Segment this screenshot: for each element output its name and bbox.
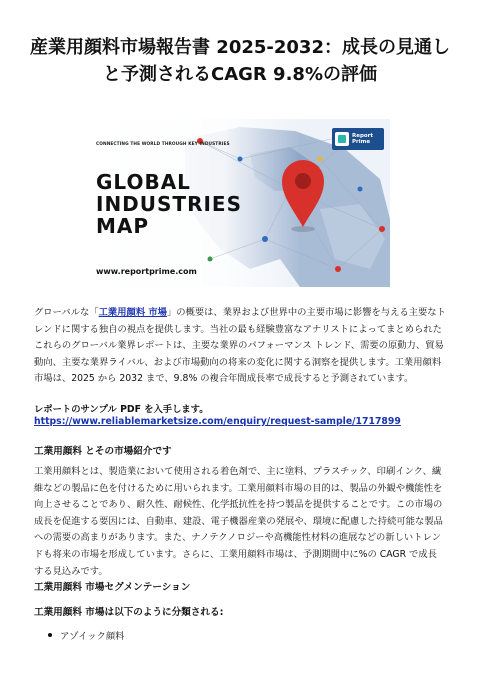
banner-url: www.reportprime.com: [96, 267, 197, 276]
intro-prefix: グローバルな「: [34, 307, 99, 318]
logo-icon: [335, 132, 349, 146]
report-prime-logo: [332, 128, 384, 150]
sample-request: [34, 404, 446, 428]
list-item-label: アゾイック顔料: [60, 631, 125, 642]
sample-label: レポートのサンプル PDF を入手します。: [34, 404, 209, 415]
bullet-icon: [48, 633, 52, 637]
section-intro-body: 工業用顔料とは、製造業において使用される着色剤で、主に塗料、プラスチック、印刷インク、繊維などの製品に色を付けるために用いられます。工業用顔料市場の目的は、製品の外観や機能性を向上させることであり、耐久性、耐候性、化学抵抗性を持つ製品を提供することです。この市場の成長を促進する要因には、自動車、建設、電子機器産業の発展や、環境に配慮した持続可能な製品への需要の高まりがあります。また、ナノテクノロジーや高機能性材料の進展などの新しいトレンドも将来の市場を形成しています。さらに、工業用顔料市場は、予測期間中に%の CAGR で成長する見込みです。: [34, 466, 443, 577]
banner-image: [90, 119, 390, 287]
section-heading-intro: 工業用顔料 とその市場紹介です: [34, 446, 172, 457]
segmentation-subheading: 工業用顔料 市場は以下のように分類される:: [34, 607, 224, 618]
logo-text: Report Prime: [352, 132, 374, 145]
page-title: 産業用顔料市場報告書 2025-2032：成長の見通しと予測されるCAGR 9.8%の評価: [30, 37, 450, 85]
sample-link[interactable]: https://www.reliablemarketsize.com/enquiry/request-sample/1717899: [34, 416, 401, 427]
intro-body: 」の概要は、業界および世界中の主要市場に影響を与える主要なトレンドに関する独自の視点を提供します。当社の最も経験豊富なアナリストによってまとめられたこれらのグローバル業界レポートは、主要な業界のパフォーマンス トレンド、需要の原動力、貿易動向、主要な業界ライバル、および市場動向の将来の変化に関する洞察を提供します。工業用顔料 市場は、2025 から 2032 まで、9.8% の複合年間成長率で成長すると予測されています。: [34, 307, 446, 385]
market-link[interactable]: 工業用顔料 市場: [98, 307, 167, 318]
list-item: [48, 628, 124, 642]
banner-heading: GLOBAL INDUSTRIES MAP: [96, 170, 242, 238]
intro-paragraph: [34, 305, 446, 388]
banner-tagline: CONNECTING THE WORLD THROUGH KEY INDUSTRIES: [96, 142, 230, 147]
section-heading-segmentation: 工業用顔料 市場セグメンテーション: [34, 582, 191, 593]
